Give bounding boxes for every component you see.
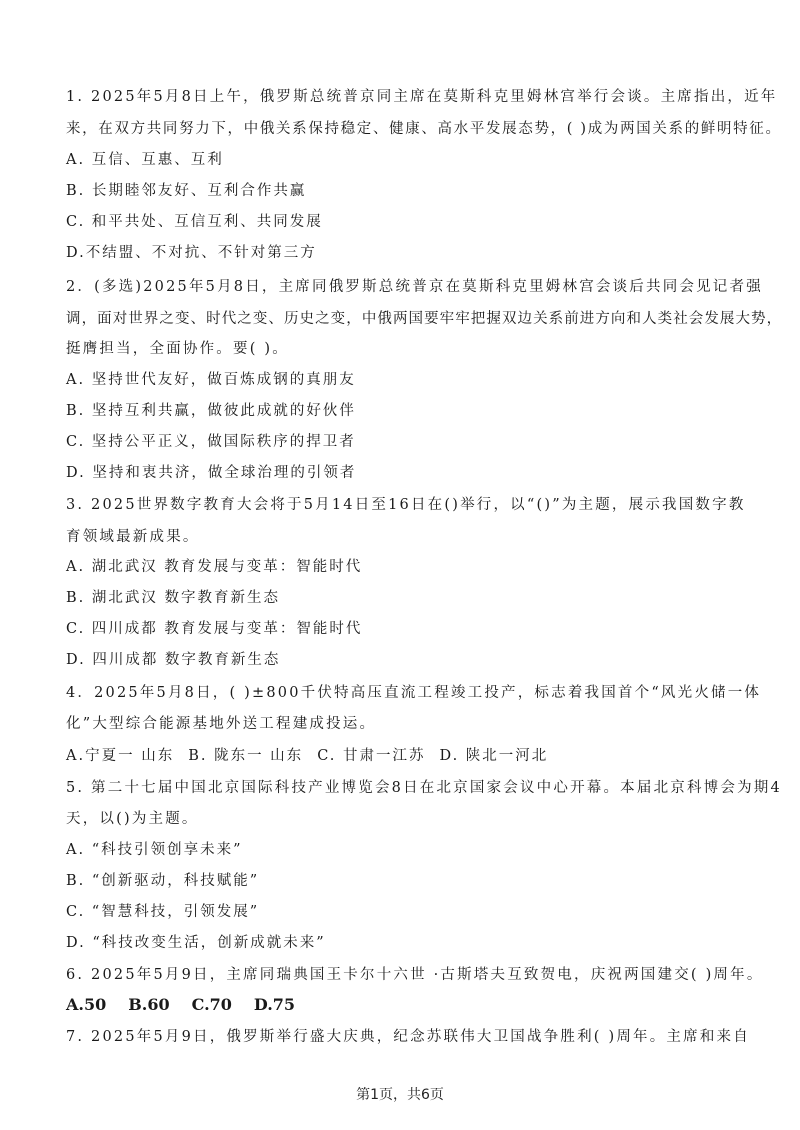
question-1-line-2: 来，在双方共同努力下，中俄关系保持稳定、健康、高水平发展态势，( )成为两国关系的鲜明特征。 xyxy=(66,121,782,137)
page-number-footer: 第1页，共6页 xyxy=(356,1087,444,1103)
question-6-line-1: 6. 2025年5月9日，主席同瑞典国王卡尔十六世 ·古斯塔夫互致贺电，庆祝两国建交( )周年。 xyxy=(66,967,764,983)
question-3-option-d: D. 四川成都 数字教育新生态 xyxy=(66,652,281,668)
question-2-option-c: C. 坚持公平正义，做国际秩序的捍卫者 xyxy=(66,434,356,450)
question-4-option-a: A.宁夏一 山东 xyxy=(66,748,175,764)
question-1-option-a: A. 互信、互惠、互利 xyxy=(66,152,224,168)
question-4-line-2: 化”大型综合能源基地外送工程建成投运。 xyxy=(66,716,377,732)
question-6-option-a: A.50 xyxy=(66,995,107,1014)
question-4-option-d: D. 陕北一河北 xyxy=(439,748,549,764)
question-6-option-b: B.60 xyxy=(128,995,170,1014)
question-3-option-b: B. 湖北武汉 数字教育新生态 xyxy=(66,590,280,606)
question-2-line-3: 挺膺担当，全面协作。要( )。 xyxy=(66,341,289,357)
question-4-options xyxy=(66,746,548,766)
question-2-option-b: B. 坚持互利共赢，做彼此成就的好伙伴 xyxy=(66,403,356,419)
question-7-line-1: 7. 2025年5月9日，俄罗斯举行盛大庆典，纪念苏联伟大卫国战争胜利( )周年。主席和来自 xyxy=(66,1029,750,1045)
question-4-option-c: C. 甘肃一江苏 xyxy=(317,748,426,764)
question-3-option-a: A. 湖北武汉 教育发展与变革：智能时代 xyxy=(66,559,363,575)
question-5-line-2: 天，以()为主题。 xyxy=(66,811,199,827)
question-3-line-1: 3. 2025世界数字教育大会将于5月14日至16日在()举行，以“()”为主题，展示我国数字教 xyxy=(66,497,746,513)
question-5-option-a: A. “科技引领创享未来” xyxy=(66,842,243,858)
question-2-option-a: A. 坚持世代友好，做百炼成钢的真朋友 xyxy=(66,372,356,388)
question-6-option-c: C.70 xyxy=(191,995,232,1014)
question-1-line-1: 1. 2025年5月8日上午，俄罗斯总统普京同主席在莫斯科克里姆林宫举行会谈。主席指出，近年 xyxy=(66,89,778,105)
question-6-option-d: D.75 xyxy=(253,995,296,1014)
question-5-option-c: C. “智慧科技，引领发展” xyxy=(66,904,260,920)
question-5-line-1: 5. 第二十七届中国北京国际科技产业博览会8日在北京国家会议中心开幕。本届北京科博会为期4 xyxy=(66,780,782,796)
question-2-line-2: 调，面对世界之变、时代之变、历史之变，中俄两国要牢牢把握双边关系前进方向和人类社会发展大势， xyxy=(66,311,783,327)
question-1-option-c: C. 和平共处、互信互利、共同发展 xyxy=(66,214,323,230)
question-4-option-b: B. 陇东一 山东 xyxy=(188,748,304,764)
question-3-option-c: C. 四川成都 教育发展与变革：智能时代 xyxy=(66,621,363,637)
question-2-option-d: D. 坚持和衷共济，做全球治理的引领者 xyxy=(66,465,357,481)
question-1-option-b: B. 长期睦邻友好、互利合作共赢 xyxy=(66,183,307,199)
question-5-option-b: B. “创新驱动，科技赋能” xyxy=(66,873,260,889)
question-3-line-2: 育领域最新成果。 xyxy=(66,529,200,545)
question-2-line-1: 2．(多选)2025年5月8日，主席同俄罗斯总统普京在莫斯科克里姆林宫会谈后共同会见记者强 xyxy=(66,279,763,295)
question-6-options xyxy=(66,995,295,1015)
question-5-option-d: D. “科技改变生活，创新成就未来” xyxy=(66,935,326,951)
question-1-option-d: D.不结盟、不对抗、不针对第三方 xyxy=(66,245,317,261)
question-4-line-1: 4．2025年5月8日，( )±800千伏特高压直流工程竣工投产，标志着我国首个“风光火储一体 xyxy=(66,685,762,701)
